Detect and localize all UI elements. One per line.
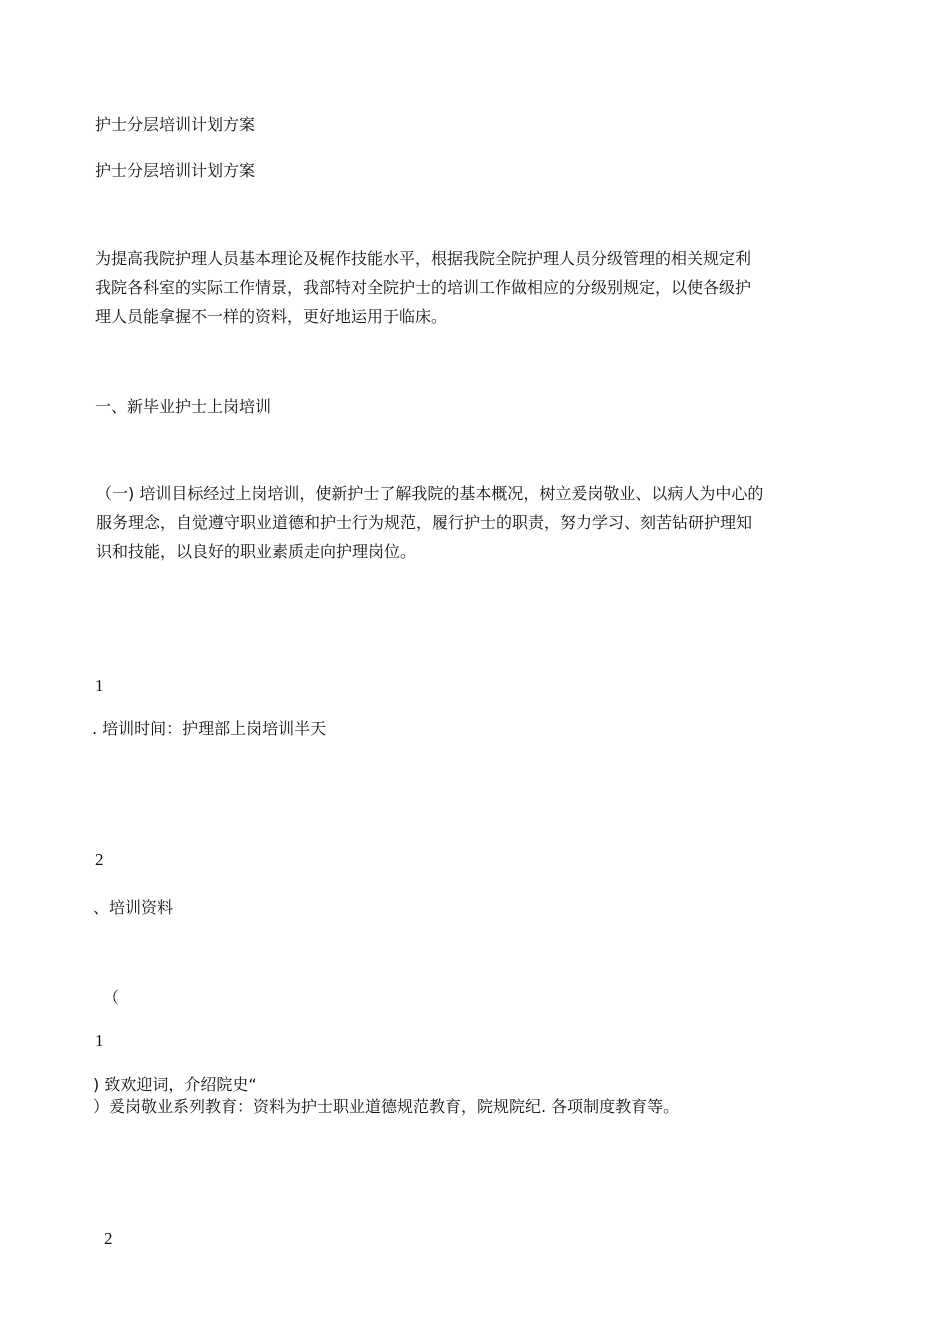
intro-line: 我院各科室的实际工作情景，我部特对全院护士的培训工作做相应的分级别规定，以使各级护 <box>95 278 752 297</box>
goal-line: 服务理念，自觉遵守职业道德和护士行为规范，履行护士的职责，努力学习、刻苦钻研护理知 <box>96 513 753 532</box>
document-subtitle: 护士分层培训计划方案 <box>95 161 256 180</box>
item-number: 1 <box>95 676 104 695</box>
intro-line: 理人员能拿握不一样的资料，更好地运用于临床。 <box>95 307 448 326</box>
training-time-text: . 培训时间：护理部上岗培训半天 <box>92 719 327 738</box>
item-number: 2 <box>95 850 104 869</box>
intro-line: 为提高我院护理人员基本理论及梶作技能水平，根据我院全院护理人员分级管理的相关规定利 <box>95 249 752 268</box>
training-material-heading: 、培训资料 <box>93 898 174 917</box>
training-goal-paragraph <box>96 479 856 566</box>
sub-item-number: 2 <box>104 1229 113 1248</box>
document-title: 护士分层培训计划方案 <box>95 115 256 134</box>
section-heading: 一、新毕业护士上岗培训 <box>95 397 272 416</box>
sub-item-number: 1 <box>95 1031 104 1050</box>
welcome-speech-text: ) 致欢迎词，介绍院史“ <box>93 1075 257 1094</box>
ethics-education-text: ）爰岗敬业系列教育：资料为护士职业道德规范教育，院规院纪. 各项制度教育等。 <box>93 1097 680 1116</box>
goal-line: 识和技能，以良好的职业素质走向护理岗位。 <box>96 542 417 561</box>
open-parenthesis: （ <box>103 988 120 1007</box>
intro-paragraph <box>95 244 855 331</box>
goal-line: （一) 培训目标经过上岗培训，使新护士了解我院的基本概况，树立爰岗敬业、以病人为中心的 <box>96 484 764 503</box>
